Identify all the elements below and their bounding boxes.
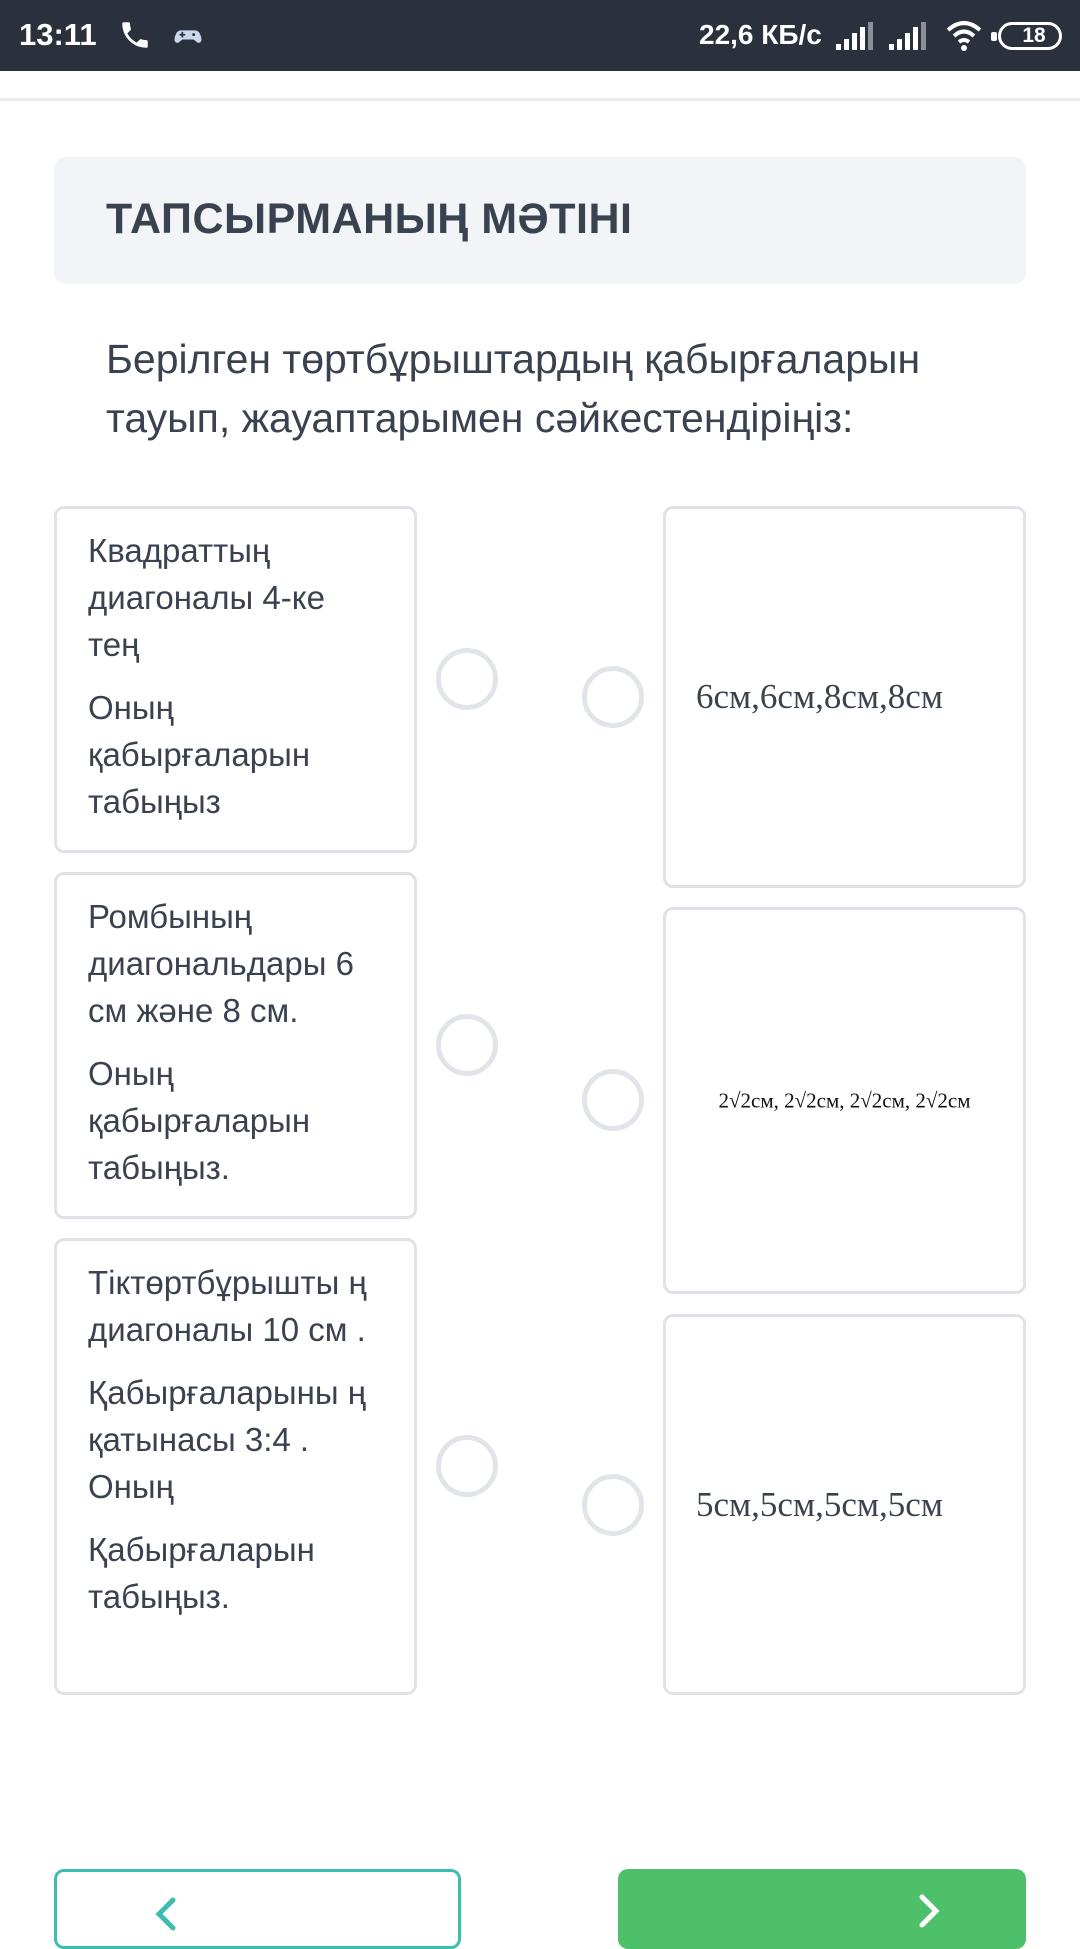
gamepad-icon	[170, 19, 206, 53]
left-item-text: Қабырғаларын табыңыз.	[88, 1531, 315, 1615]
left-item-1[interactable]	[54, 506, 417, 853]
phone-icon	[118, 18, 152, 52]
top-divider	[0, 98, 1080, 101]
left-item-text: Ромбының диагональдары 6 см және 8 см.	[88, 898, 354, 1029]
left-match-radio-3[interactable]	[436, 1435, 498, 1497]
left-item-text: Қабырғаларыны ң қатынасы 3:4 . Оның	[88, 1374, 366, 1505]
right-match-radio-1[interactable]	[582, 666, 644, 728]
question-text: Берілген төртбұрыштардың қабырғаларын тауып, жауаптарымен сәйкестендіріңіз:	[106, 336, 921, 441]
left-item-text: Оның қабырғаларын табыңыз	[88, 689, 311, 820]
left-item-2[interactable]	[54, 872, 417, 1219]
status-bar	[0, 0, 1080, 71]
left-item-text: Тіктөртбұрышты ң диагоналы 10 см .	[88, 1264, 367, 1348]
left-match-radio-2[interactable]	[436, 1014, 498, 1076]
arrow-left-icon	[147, 1894, 187, 1934]
answer-text: 2√2см, 2√2см, 2√2см, 2√2см	[718, 1088, 971, 1112]
battery-icon: 18	[998, 22, 1062, 50]
left-item-text: Оның қабырғаларын табыңыз.	[88, 1055, 311, 1186]
signal-icon	[836, 22, 876, 50]
arrow-right-icon	[908, 1891, 948, 1931]
signal-icon	[889, 22, 929, 50]
right-item-3[interactable]	[663, 1314, 1026, 1695]
network-speed: 22,6 КБ/с	[699, 19, 822, 50]
left-match-radio-1[interactable]	[436, 648, 498, 710]
right-item-1[interactable]	[663, 506, 1026, 888]
right-match-radio-2[interactable]	[582, 1069, 644, 1131]
status-time: 13:11	[19, 17, 97, 52]
next-button[interactable]	[618, 1869, 1026, 1949]
right-match-radio-3[interactable]	[582, 1474, 644, 1536]
left-item-text: Квадраттың диагоналы 4-ке тең	[88, 532, 325, 663]
task-header	[54, 157, 1026, 284]
task-title: ТАПСЫРМАНЫҢ МӘТІНІ	[106, 195, 633, 243]
answer-text: 5см,5см,5см,5см	[696, 1484, 943, 1524]
answer-text: 6см,6см,8см,8см	[696, 677, 943, 716]
left-item-3[interactable]	[54, 1238, 417, 1695]
right-item-2[interactable]	[663, 907, 1026, 1294]
back-button[interactable]	[54, 1869, 461, 1949]
wifi-icon	[944, 18, 984, 52]
